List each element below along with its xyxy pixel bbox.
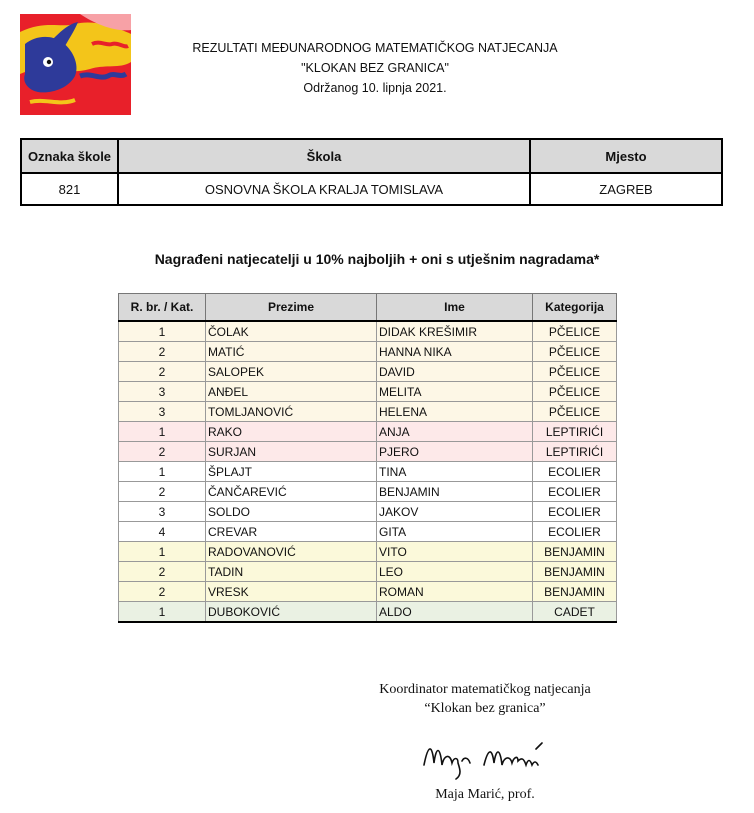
school-table-header-row (21, 139, 722, 173)
table-row (119, 502, 617, 522)
surname-cell: ČANČAREVIĆ (206, 482, 377, 502)
category-cell: ECOLIER (533, 522, 617, 542)
surname-cell: CREVAR (206, 522, 377, 542)
surname-cell: RAKO (206, 422, 377, 442)
table-row (119, 482, 617, 502)
table-row (119, 542, 617, 562)
rank-cell: 2 (119, 562, 206, 582)
rank-cell: 3 (119, 502, 206, 522)
header-title: REZULTATI MEĐUNARODNOG MATEMATIČKOG NATJECANJA (192, 41, 558, 55)
table-row (119, 362, 617, 382)
category-cell: CADET (533, 602, 617, 623)
signer-name: Maja Marić, prof. (435, 787, 535, 802)
surname-cell: ANĐEL (206, 382, 377, 402)
category-cell: LEPTIRIĆI (533, 442, 617, 462)
header-competition-name: "KLOKAN BEZ GRANICA" (301, 61, 449, 75)
school-place: ZAGREB (530, 173, 722, 205)
surname-cell: SALOPEK (206, 362, 377, 382)
rank-cell: 2 (119, 342, 206, 362)
school-name: OSNOVNA ŠKOLA KRALJA TOMISLAVA (118, 173, 530, 205)
rank-cell: 2 (119, 362, 206, 382)
table-row (119, 321, 617, 342)
category-cell: LEPTIRIĆI (533, 422, 617, 442)
surname-cell: RADOVANOVIĆ (206, 542, 377, 562)
rank-cell: 1 (119, 462, 206, 482)
category-cell: PČELICE (533, 321, 617, 342)
rank-cell: 3 (119, 382, 206, 402)
name-cell: ALDO (377, 602, 533, 623)
surname-cell: DUBOKOVIĆ (206, 602, 377, 623)
surname-cell: ČOLAK (206, 321, 377, 342)
rank-cell: 1 (119, 602, 206, 623)
table-row (119, 382, 617, 402)
document-header (170, 38, 580, 98)
category-cell: BENJAMIN (533, 562, 617, 582)
results-table-body (119, 321, 617, 622)
rank-cell: 1 (119, 422, 206, 442)
header-date: Održanog 10. lipnja 2021. (303, 81, 447, 95)
rank-cell: 3 (119, 402, 206, 422)
surname-cell: VRESK (206, 582, 377, 602)
category-cell: BENJAMIN (533, 542, 617, 562)
category-cell: ECOLIER (533, 462, 617, 482)
rank-cell: 1 (119, 542, 206, 562)
category-cell: BENJAMIN (533, 582, 617, 602)
results-table-header-row (119, 294, 617, 322)
name-cell: DAVID (377, 362, 533, 382)
table-row (119, 522, 617, 542)
header-school-name: Škola (118, 139, 530, 173)
rank-cell: 2 (119, 482, 206, 502)
name-cell: JAKOV (377, 502, 533, 522)
name-cell: HELENA (377, 402, 533, 422)
surname-cell: ŠPLAJT (206, 462, 377, 482)
header-name: Ime (377, 294, 533, 322)
surname-cell: SOLDO (206, 502, 377, 522)
table-row (119, 442, 617, 462)
name-cell: HANNA NIKA (377, 342, 533, 362)
name-cell: ANJA (377, 422, 533, 442)
surname-cell: SURJAN (206, 442, 377, 462)
coordinator-block (330, 680, 640, 718)
table-row (119, 562, 617, 582)
table-row (119, 462, 617, 482)
surname-cell: MATIĆ (206, 342, 377, 362)
table-row (119, 582, 617, 602)
school-code: 821 (21, 173, 118, 205)
header-category: Kategorija (533, 294, 617, 322)
table-row (119, 342, 617, 362)
kangaroo-logo-icon (20, 14, 131, 115)
results-table (118, 293, 617, 623)
name-cell: DIDAK KREŠIMIR (377, 321, 533, 342)
rank-cell: 4 (119, 522, 206, 542)
category-cell: PČELICE (533, 402, 617, 422)
results-subtitle: Nagrađeni natjecatelji u 10% najboljih + oni s utješnim nagradama* (154, 251, 600, 267)
rank-cell: 2 (119, 442, 206, 462)
category-cell: ECOLIER (533, 482, 617, 502)
handwritten-signature-icon (418, 735, 558, 780)
header-school-code: Oznaka škole (21, 139, 118, 173)
name-cell: VITO (377, 542, 533, 562)
name-cell: MELITA (377, 382, 533, 402)
header-surname: Prezime (206, 294, 377, 322)
name-cell: GITA (377, 522, 533, 542)
coordinator-competition: “Klokan bez granica” (424, 701, 546, 716)
header-rank: R. br. / Kat. (119, 294, 206, 322)
name-cell: LEO (377, 562, 533, 582)
coordinator-title: Koordinator matematičkog natjecanja (379, 682, 591, 697)
name-cell: ROMAN (377, 582, 533, 602)
header-school-place: Mjesto (530, 139, 722, 173)
category-cell: ECOLIER (533, 502, 617, 522)
name-cell: BENJAMIN (377, 482, 533, 502)
rank-cell: 1 (119, 321, 206, 342)
table-row (119, 602, 617, 623)
name-cell: PJERO (377, 442, 533, 462)
table-row (119, 422, 617, 442)
surname-cell: TADIN (206, 562, 377, 582)
table-row (119, 402, 617, 422)
name-cell: TINA (377, 462, 533, 482)
category-cell: PČELICE (533, 382, 617, 402)
school-table-row (21, 173, 722, 205)
school-table (20, 138, 723, 206)
rank-cell: 2 (119, 582, 206, 602)
surname-cell: TOMLJANOVIĆ (206, 402, 377, 422)
category-cell: PČELICE (533, 362, 617, 382)
category-cell: PČELICE (533, 342, 617, 362)
